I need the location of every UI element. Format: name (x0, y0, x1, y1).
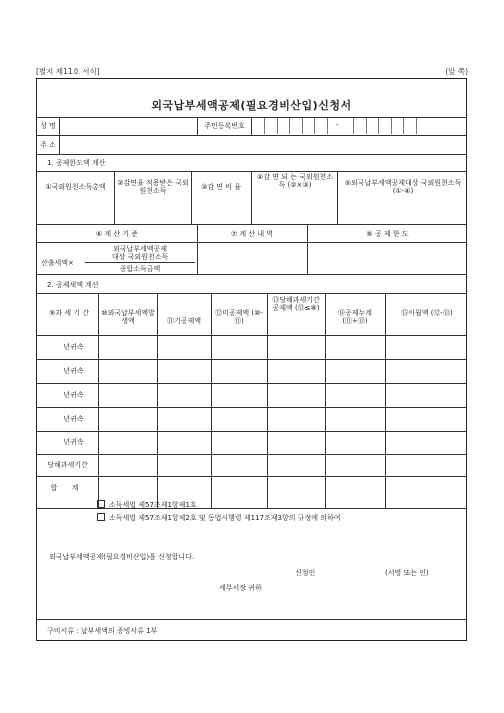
required-docs: 구비서류 : 납부세액의 증빙서류 1부 (47, 627, 158, 635)
row-year-4: 년귀속 (63, 415, 84, 423)
divider (37, 476, 466, 477)
row-total: 합 계 (50, 484, 85, 492)
fraction-bar (85, 262, 195, 263)
col-tax-period: ⑨과 세 기 간 (49, 309, 89, 317)
divider (37, 619, 466, 620)
option-1[interactable] (97, 500, 197, 509)
formula-denominator: 종합소득금액 (119, 265, 161, 273)
col-carryover: ⑮이월액 (⑫-⑬) (401, 309, 453, 317)
divider (37, 359, 466, 360)
input-col4[interactable] (252, 200, 336, 223)
row-year-2: 년귀속 (63, 367, 84, 375)
formula-numerator-line1: 외국납부세액공제 (112, 245, 168, 253)
input-calc-detail[interactable] (198, 243, 306, 273)
divider (37, 407, 466, 408)
divider (37, 431, 466, 432)
declaration-statement: 외국납부세액공제(필요경비산입)을 신청합니다. (49, 553, 195, 561)
col-reduced-amount: ④감 면 되 는 국외원천소득 (②×③) (256, 173, 334, 189)
input-col5[interactable] (338, 200, 467, 223)
row-current-period: 당해과세기간 (47, 461, 88, 469)
input-col1[interactable] (38, 200, 113, 223)
name-label: 성 명 (40, 122, 56, 130)
formula-prefix: 산출세액× (41, 259, 74, 267)
option-1-label: 소득세법 제57조제1항제1호 (109, 501, 197, 509)
col-uncredited: ⑫미공제액 (⑩-⑪) (215, 309, 263, 325)
col-calc-basis: ⑥ 계 산 기 준 (95, 230, 139, 238)
divider (37, 274, 466, 275)
divider (37, 383, 466, 384)
input-col3[interactable] (192, 200, 250, 223)
rrn-field[interactable]: - (252, 118, 467, 134)
col-reduced-income: ②감면율 적용받은 국외원천소득 (117, 179, 189, 195)
col-credit-limit: ⑧ 공 제 한 도 (366, 230, 409, 238)
form-number: [별지 제11호 서식] (36, 67, 100, 76)
col-foreign-income-total: ①국외원천소득총액 (45, 183, 106, 191)
col-credit-cumulative: ⑭공제누계 (⑪+⑬) (337, 309, 373, 325)
col-foreign-tax-paid: ⑩외국납부세액발생액 (101, 309, 155, 325)
recipient: 세무서장 귀하 (219, 584, 262, 592)
page-side-label: (앞 쪽) (445, 67, 468, 76)
divider (37, 454, 466, 455)
address-field[interactable] (60, 136, 467, 153)
col-reduction-rate: ③감 면 비 율 (201, 183, 241, 191)
input-col2[interactable] (115, 200, 190, 223)
rrn-label: 주민등록번호 (204, 122, 245, 130)
divider (37, 154, 466, 155)
address-label: 주 소 (40, 141, 56, 149)
divider (37, 293, 466, 294)
row-year-3: 년귀속 (63, 391, 84, 399)
option-2[interactable] (97, 513, 341, 522)
divider (37, 224, 466, 225)
row-year-1: 년귀속 (63, 343, 84, 351)
checkbox-option-2[interactable] (97, 513, 105, 521)
signature-label: (서명 또는 인) (385, 569, 429, 577)
option-2-label: 소득세법 제57조제1항제2호 및 동법시행령 제117조제3항의 규정에 의하여 (109, 514, 341, 522)
form-title: 외국납부세액공제(필요경비산입)신청서 (151, 99, 352, 112)
input-credit-limit[interactable] (308, 243, 467, 273)
formula-numerator-line2: 대상 국외원천소득 (111, 253, 169, 261)
divider (37, 335, 466, 336)
name-field[interactable] (60, 118, 196, 134)
section1-heading: 1. 공제한도액 계산 (47, 159, 106, 167)
application-form (36, 78, 467, 641)
applicant-label: 신청인 (295, 569, 316, 577)
section2-heading: 2. 공제세액 계산 (47, 281, 99, 289)
col-already-credited: ⑪기공제액 (166, 317, 202, 325)
checkbox-option-1[interactable] (97, 500, 105, 508)
col-calc-detail: ⑦ 계 산 내 역 (230, 230, 274, 238)
col-current-credit: ⑬당해과세기간공제액 (⑬≤⑧) (272, 296, 320, 312)
row-year-5: 년귀속 (63, 438, 84, 446)
col-credit-eligible-income: ⑤외국납부세액공제대상 국외원천소득(①-④) (344, 179, 462, 195)
